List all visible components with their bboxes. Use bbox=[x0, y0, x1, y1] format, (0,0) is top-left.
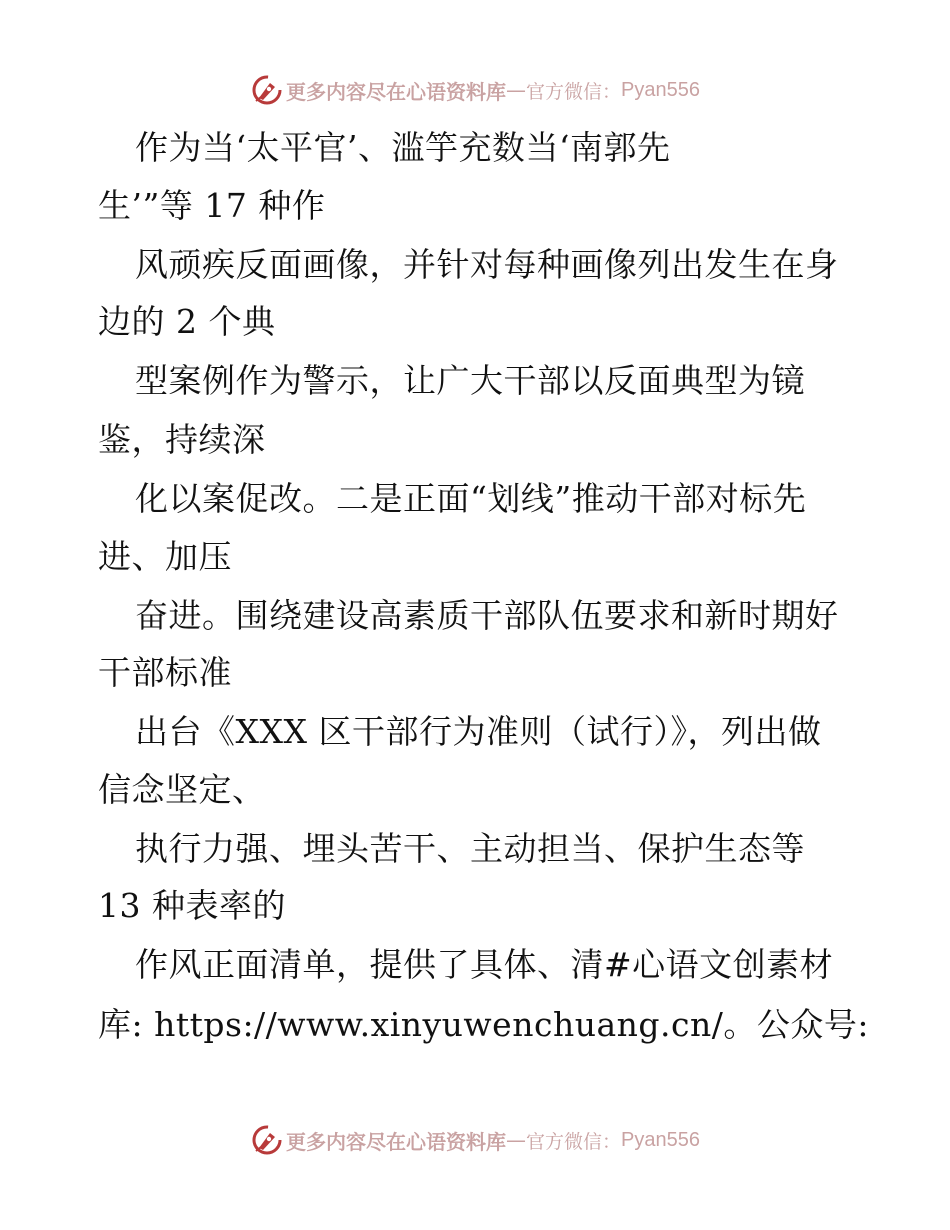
text-line-13: 执行力强、埋头苦干、主动担当、保护生态等 bbox=[135, 829, 805, 868]
text-line-16: 库: https://www.xinyuwenchuang.cn/。公众号: bbox=[98, 1005, 869, 1044]
header-banner bbox=[0, 70, 950, 110]
text-line-2: 生’”等 17 种作 bbox=[98, 186, 326, 225]
pen-nib-logo-icon bbox=[250, 1123, 284, 1157]
text-line-5: 型案例作为警示，让广大干部以反面典型为镜 bbox=[135, 361, 805, 400]
text-line-15: 作风正面清单，提供了具体、清#心语文创素材 bbox=[135, 945, 834, 984]
text-line-8: 进、加压 bbox=[98, 537, 232, 576]
banner-main-text: 更多内容尽在心语资料库 bbox=[286, 79, 506, 104]
text-line-4: 边的 2 个典 bbox=[98, 302, 276, 341]
text-line-3: 风顽疾反面画像，并针对每种画像列出发生在身 bbox=[135, 245, 839, 284]
banner-wechat-label: 官方微信： bbox=[526, 1130, 622, 1153]
header-banner-content bbox=[250, 73, 700, 107]
banner-separator: — bbox=[506, 1128, 526, 1152]
banner-wechat-label: 官方微信： bbox=[526, 80, 622, 103]
text-line-10: 干部标准 bbox=[98, 653, 232, 692]
footer-banner-content bbox=[250, 1123, 700, 1157]
pen-nib-logo-icon bbox=[250, 73, 284, 107]
banner-wechat-id: Pyan556 bbox=[621, 78, 700, 101]
text-line-12: 信念坚定、 bbox=[98, 770, 266, 809]
banner-main-text: 更多内容尽在心语资料库 bbox=[286, 1129, 506, 1154]
banner-wechat-id: Pyan556 bbox=[621, 1128, 700, 1151]
text-line-7: 化以案促改。二是正面“划线”推动干部对标先 bbox=[135, 479, 807, 518]
text-line-6: 鉴，持续深 bbox=[98, 420, 266, 459]
footer-banner bbox=[0, 1120, 950, 1160]
text-line-1: 作为当‘太平官’、滥竽充数当‘南郭先 bbox=[135, 128, 671, 167]
text-line-9: 奋进。围绕建设高素质干部队伍要求和新时期好 bbox=[135, 596, 839, 635]
text-line-11: 出台《XXX 区干部行为准则（试行）》，列出做 bbox=[135, 712, 822, 751]
banner-separator: — bbox=[506, 78, 526, 102]
text-line-14: 13 种表率的 bbox=[98, 886, 286, 925]
